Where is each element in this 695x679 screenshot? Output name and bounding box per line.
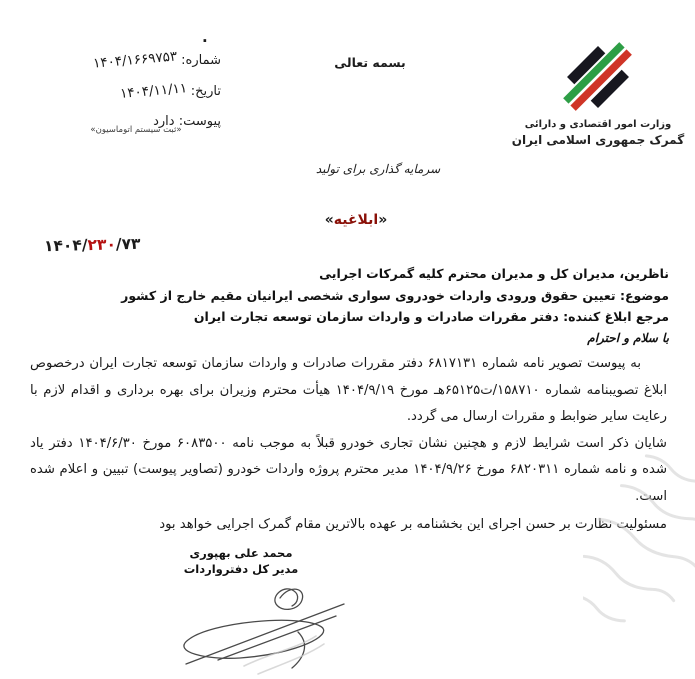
letter-number-label: شماره: [181, 53, 221, 68]
body-paragraph-1: به پیوست تصویر نامه شماره ۶۸۱۷۱۳۱ دفتر مقررات صادرات و واردات سازمان توسعه تجارت ایران درخصوص ابلاغ تصویبنامه شماره ۱۵۸۷۱۰/ت۶۵۱۲۵هـ مورخ ۱۴۰۴/۹/۱۹ هیأت محترم وزیران برای بهره برداری و اقدام لازم با رعایت سایر ضوابط و مقررات ارسال می گردد. [30, 356, 667, 424]
subject-line: موضوع: تعیین حقوق ورودی واردات خودروی سواری شخصی ایرانیان مقیم خارج از کشور [121, 287, 669, 303]
letter-date-value: ۱۴۰۴/۱۱/۱۱ [118, 80, 188, 102]
notice-close-quote: » [378, 212, 388, 228]
automation-note-text: ثبت سیستم اتوماسیون [95, 125, 177, 135]
handwritten-signature [148, 570, 358, 679]
letter-attachment-value: دارد [153, 114, 175, 129]
letter-date-label: تاریخ: [190, 84, 221, 99]
ref-highlight: ۲۳۰ [87, 235, 117, 255]
year-slogan: سرمایه گذاری برای تولید [315, 162, 441, 176]
notice-title-word: ابلاغیه [333, 212, 379, 228]
body-paragraph-2: شایان ذکر است شرایط لازم و هچنین نشان تجاری خودرو قبلاً به موجب نامه ۶۰۸۳۵۰۰ مورخ ۱۴۰۴/۶/۳۰ دفتر یاد شده و نامه شماره ۶۸۲۰۳۱۱ مورخ ۱۴۰۴/۹/۲۶ مدیر محترم پروژه واردات خودرو (تصاویر پیوست) تبیین و اعلام شده است. [30, 435, 667, 504]
ref-prefix: ۱۴۰۴/ [43, 236, 88, 256]
notice-open-quote: « [324, 212, 334, 228]
letterhead [511, 38, 685, 147]
scan-dot: . [202, 28, 208, 46]
classification-ref-number [44, 235, 141, 256]
salutation-line: با سلام و احترام [587, 330, 669, 345]
letter-number-value: ۱۴۰۴/۱۶۶۹۷۵۳ [92, 48, 178, 72]
letter-meta-block [16, 48, 221, 135]
letter-body [30, 351, 667, 539]
ministry-name: وزارت امور اقتصادی و دارائی [524, 119, 672, 130]
ref-suffix: /۷۳ [115, 234, 141, 254]
issuer-line: مرجع ابلاغ کننده: دفتر مقررات صادرات و واردات سازمان توسعه تجارت ایران [193, 309, 669, 324]
signer-name: محمد علی بهپوری [189, 546, 293, 560]
automation-note-open-quote: « [90, 125, 96, 135]
body-paragraph-3: مسئولیت نظارت بر حسن اجرای این بخشنامه بر عهده بالاترین مقام گمرک اجرایی خواهد بود [159, 517, 667, 532]
notice-title [296, 212, 416, 228]
letter-number-row [16, 48, 221, 72]
letter-attachment-label: پیوست: [178, 114, 221, 129]
letter-date-row [16, 80, 221, 102]
signer-title: مدیر کل دفترواردات [183, 561, 299, 576]
customs-logo-icon [555, 38, 641, 116]
bismillah: بسمه تعالی [334, 55, 406, 70]
addressee-line: ناظرین، مدیران کل و مدیران محترم کلیه گمرکات اجرایی [319, 266, 669, 281]
addressee-block [24, 263, 669, 348]
organization-name: گمرک جمهوری اسلامی ایران [511, 133, 685, 147]
stamp-watermark [583, 428, 695, 678]
automation-note-close-quote: » [176, 125, 182, 135]
